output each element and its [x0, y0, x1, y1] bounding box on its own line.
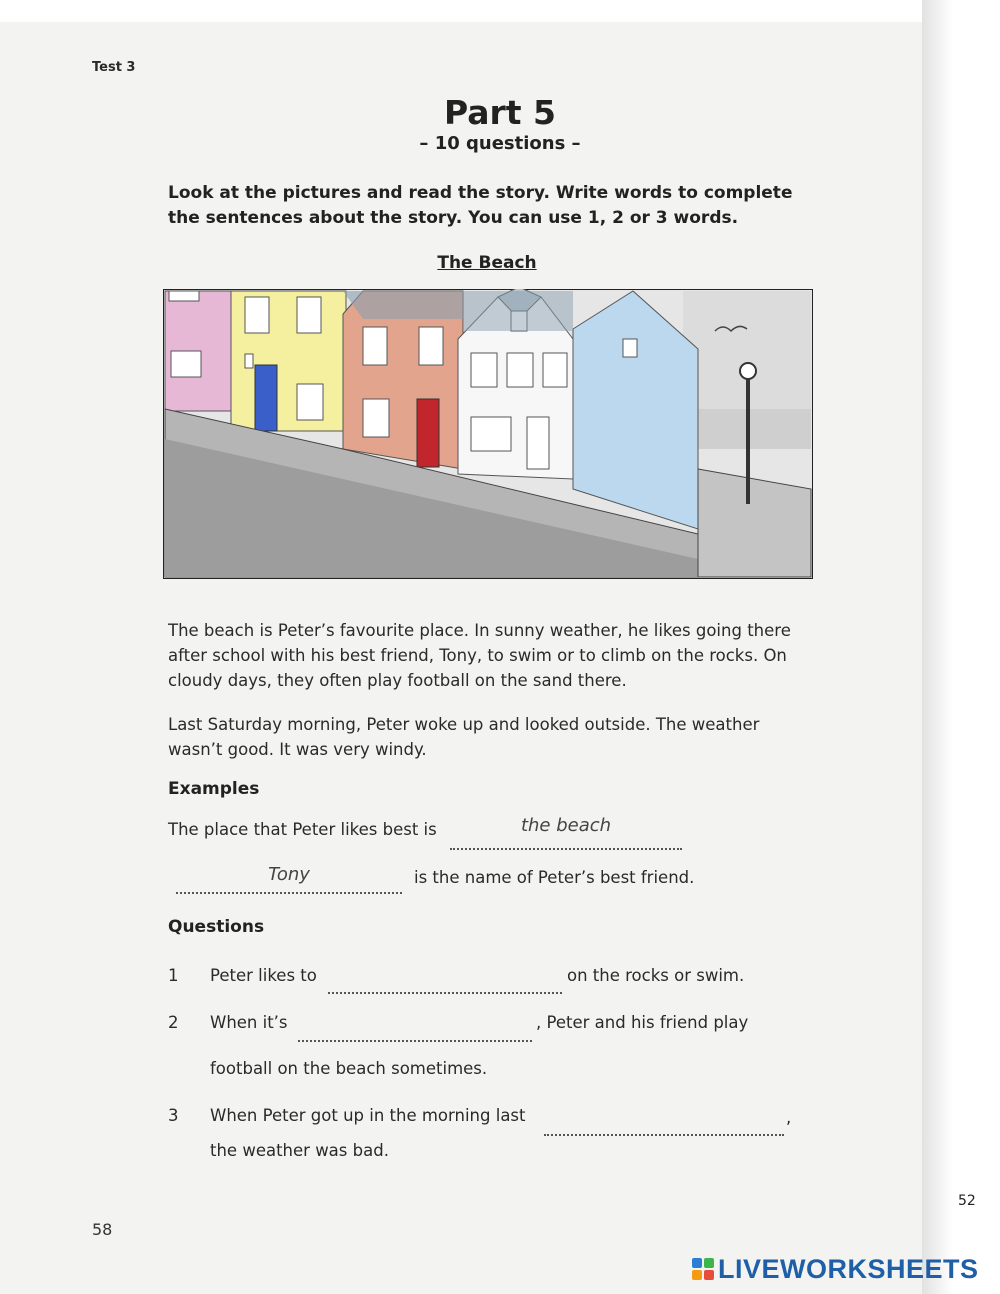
examples-heading: Examples	[168, 779, 260, 799]
question-2-suffix: , Peter and his friend play	[536, 1013, 749, 1032]
questions-heading: Questions	[168, 917, 265, 937]
instructions: Look at the pictures and read the story. Write words to complete the sentences about the story. You can use 1, 2 or 3 words.	[168, 183, 793, 228]
question-3-prompt: When Peter got up in the morning last	[210, 1106, 526, 1125]
liveworksheets-icon	[692, 1258, 714, 1280]
question-2-line-2: football on the beach sometimes.	[210, 1059, 488, 1078]
worksheet-number: 52	[958, 1193, 976, 1209]
part-title: Part 5	[443, 93, 557, 132]
story-paragraph-1: The beach is Peter’s favourite place. In sunny weather, he likes going there after school with his best friend, Tony, to swim or to climb on the rocks. On cloudy days, they often play football on the sand there.	[168, 621, 791, 690]
story-paragraph-2: Last Saturday morning, Peter woke up and looked outside. The weather wasn’t good. It was very windy.	[168, 715, 760, 759]
example-2-prompt: is the name of Peter’s best friend.	[414, 868, 695, 887]
question-2-number: 2	[168, 1013, 179, 1032]
question-3-number: 3	[168, 1106, 179, 1125]
liveworksheets-brand: LIVEWORKSHEETS	[718, 1253, 979, 1284]
story-picture	[163, 289, 813, 579]
page-edge-shadow	[922, 0, 1000, 1294]
beach-street-illustration	[163, 289, 813, 579]
question-1-number: 1	[168, 966, 179, 985]
question-1-prompt: Peter likes to	[210, 966, 317, 985]
example-2-answer: Tony	[268, 864, 310, 885]
question-1-suffix: on the rocks or swim.	[567, 966, 745, 985]
question-1-answer-input[interactable]	[328, 968, 562, 994]
test-label: Test 3	[92, 60, 136, 75]
liveworksheets-logo[interactable]	[692, 1254, 979, 1284]
question-3-suffix: ,	[786, 1108, 792, 1127]
question-3-line-2: the weather was bad.	[210, 1141, 389, 1160]
part-subtitle: – 10 questions –	[419, 133, 581, 154]
page-number: 58	[92, 1220, 113, 1239]
example-1-prompt: The place that Peter likes best is	[168, 820, 437, 839]
example-1-answer: the beach	[520, 815, 612, 836]
story-title: The Beach	[437, 253, 537, 273]
question-3-answer-input[interactable]	[544, 1110, 784, 1136]
question-2-answer-input[interactable]	[298, 1016, 532, 1042]
question-2-prompt: When it’s	[210, 1013, 288, 1032]
